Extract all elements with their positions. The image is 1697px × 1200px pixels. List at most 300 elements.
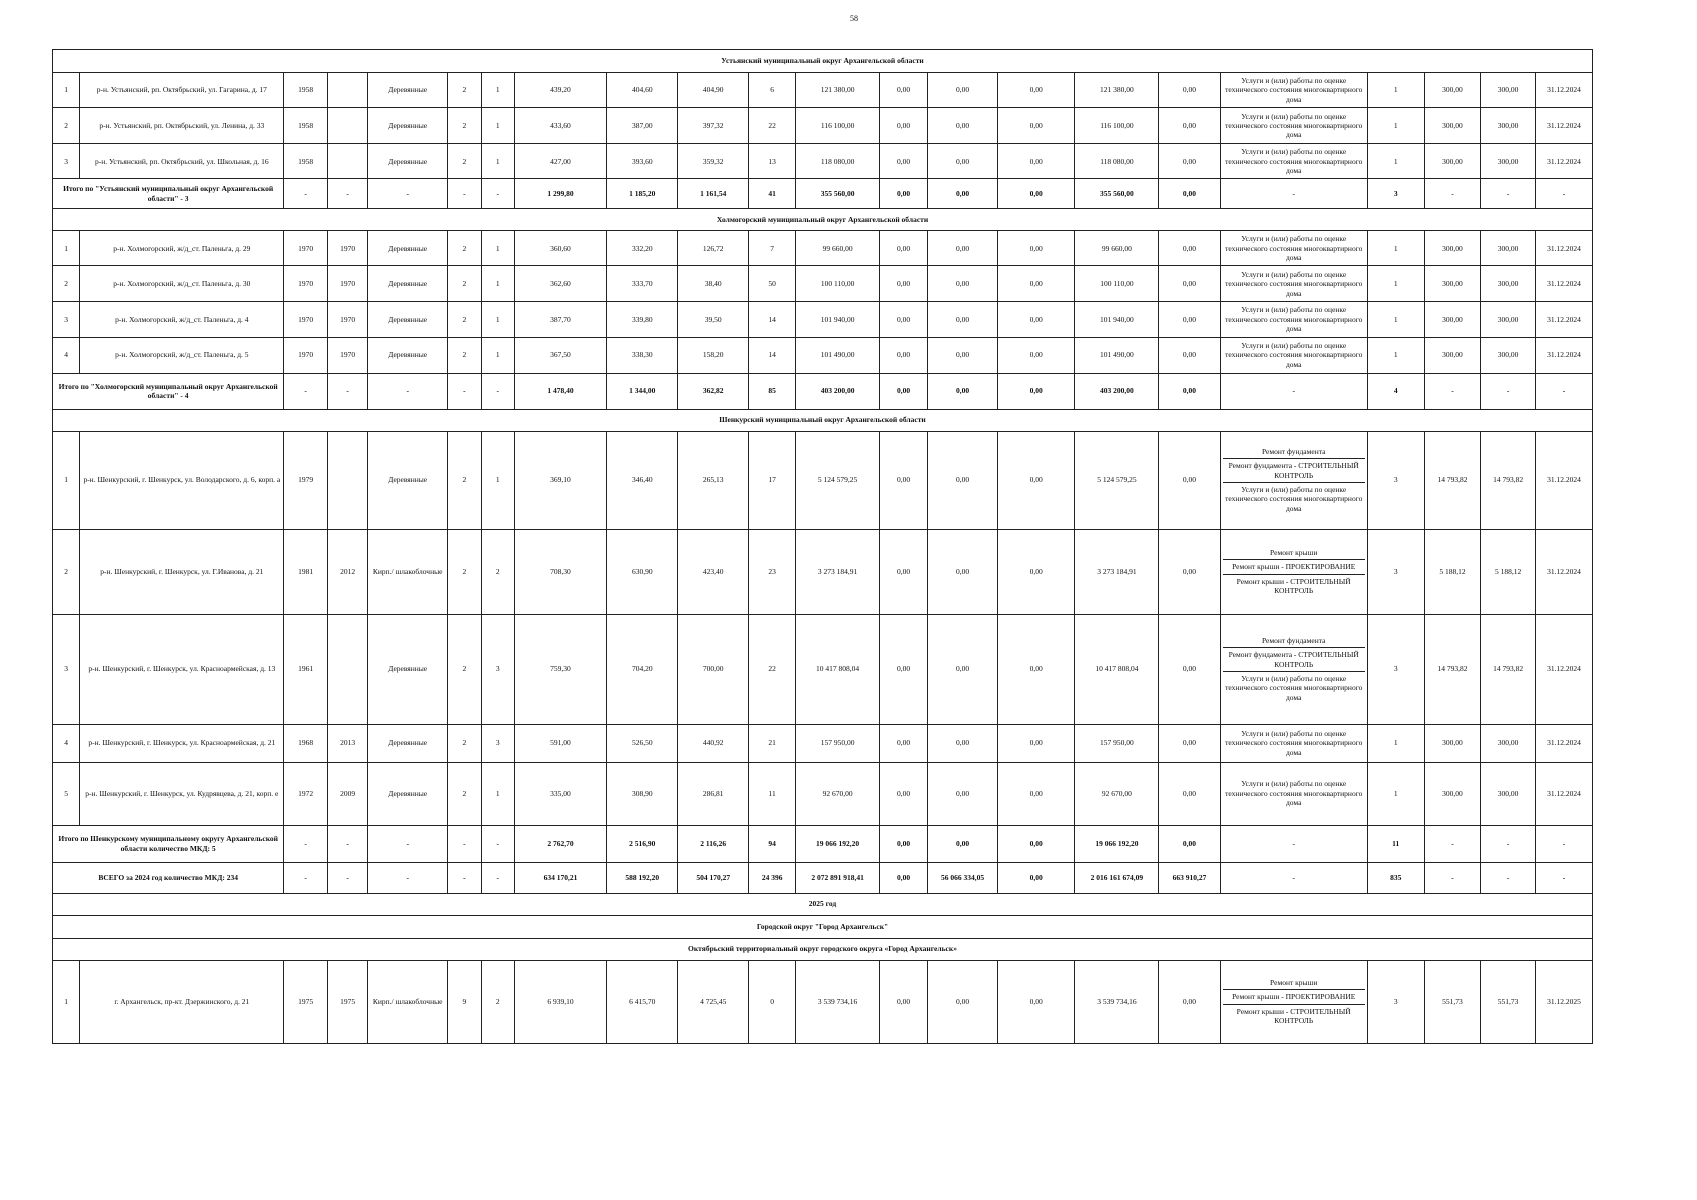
dash: -	[327, 179, 367, 209]
work-type-item: Ремонт фундамента	[1223, 445, 1365, 459]
unit-cost-limit: 300,00	[1481, 337, 1536, 373]
completion-date: 31.12.2024	[1535, 144, 1592, 179]
floors-count: 2	[448, 614, 482, 724]
fund-regional: 0,00	[928, 614, 998, 724]
works-count-sum: 4	[1367, 373, 1424, 409]
dash: -	[448, 179, 482, 209]
row-number: 3	[53, 302, 80, 337]
completion-date: 31.12.2024	[1535, 724, 1592, 762]
table-row	[53, 144, 1593, 179]
fund-local: 0,00	[997, 431, 1074, 529]
work-type-item: Ремонт фундамента - СТРОИТЕЛЬНЫЙ КОНТРОЛЬ	[1223, 459, 1365, 483]
repair-cost-total: 3 539 734,16	[796, 960, 880, 1043]
fund-federal: 0,00	[880, 266, 928, 302]
fund-local: 0,00	[997, 144, 1074, 179]
fund-owners: 3 273 184,91	[1075, 529, 1159, 614]
year-renovated: 1970	[327, 231, 367, 266]
building-address: р-н. Шенкурский, г. Шенкурск, ул. Володарского, д. 6, корп. а	[80, 431, 284, 529]
total-area-sum: 1 478,40	[514, 373, 607, 409]
fund-regional-sum: 56 066 334,05	[928, 862, 998, 893]
table-row	[53, 302, 1593, 337]
fund-other-sum: 0,00	[1159, 825, 1220, 862]
total-area: 591,00	[514, 724, 607, 762]
works-count-sum: 11	[1367, 825, 1424, 862]
row-number: 4	[53, 337, 80, 373]
building-address: г. Архангельск, пр-кт. Дзержинского, д. 21	[80, 960, 284, 1043]
total-area: 367,50	[514, 337, 607, 373]
year-renovated	[327, 108, 367, 144]
table-row	[53, 337, 1593, 373]
table-row	[53, 762, 1593, 825]
total-area: 439,20	[514, 73, 607, 108]
premises-area-sum: 1 185,20	[607, 179, 678, 209]
row-number: 3	[53, 614, 80, 724]
premises-area: 387,00	[607, 108, 678, 144]
residential-area: 397,32	[678, 108, 749, 144]
premises-area: 308,90	[607, 762, 678, 825]
year-renovated: 2012	[327, 529, 367, 614]
dash: -	[448, 825, 482, 862]
building-address: р-н. Холмогорский, ж/д_ст. Паленьга, д. 29	[80, 231, 284, 266]
works-count: 3	[1367, 614, 1424, 724]
unit-cost-limit: 14 793,82	[1481, 614, 1536, 724]
floors-count: 2	[448, 529, 482, 614]
fund-local: 0,00	[997, 614, 1074, 724]
fund-regional: 0,00	[928, 108, 998, 144]
fund-local-sum: 0,00	[997, 825, 1074, 862]
entrances-count: 2	[481, 960, 514, 1043]
premises-area-sum: 588 192,20	[607, 862, 678, 893]
works-count: 1	[1367, 144, 1424, 179]
fund-regional: 0,00	[928, 529, 998, 614]
dash: -	[1220, 179, 1367, 209]
fund-other-sum: 663 910,27	[1159, 862, 1220, 893]
fund-regional: 0,00	[928, 73, 998, 108]
dash: -	[284, 862, 328, 893]
work-type-item: Ремонт фундамента - СТРОИТЕЛЬНЫЙ КОНТРОЛЬ	[1223, 648, 1365, 672]
fund-federal: 0,00	[880, 73, 928, 108]
row-number: 2	[53, 108, 80, 144]
fund-other-sum: 0,00	[1159, 179, 1220, 209]
premises-area: 704,20	[607, 614, 678, 724]
year-built: 1958	[284, 144, 328, 179]
residents-count: 6	[749, 73, 796, 108]
unit-cost-limit: 14 793,82	[1481, 431, 1536, 529]
row-number: 1	[53, 960, 80, 1043]
fund-federal: 0,00	[880, 529, 928, 614]
work-types-cell	[1220, 108, 1367, 144]
table-row	[53, 266, 1593, 302]
work-type-item: Услуги и (или) работы по оценке технического состояния многоквартирного дома	[1225, 728, 1363, 757]
dash: -	[1424, 373, 1481, 409]
unit-cost-limit: 551,73	[1481, 960, 1536, 1043]
completion-date: 31.12.2024	[1535, 266, 1592, 302]
table-row	[53, 73, 1593, 108]
unit-cost: 300,00	[1424, 108, 1481, 144]
fund-owners: 3 539 734,16	[1075, 960, 1159, 1043]
housing-register-table	[52, 49, 1593, 1044]
work-type-item: Ремонт фундамента	[1223, 634, 1365, 648]
floors-count: 2	[448, 108, 482, 144]
total-area: 360,60	[514, 231, 607, 266]
total-area: 387,70	[514, 302, 607, 337]
fund-owners-sum: 2 016 161 674,09	[1075, 862, 1159, 893]
dash: -	[284, 373, 328, 409]
dash: -	[284, 825, 328, 862]
building-address: р-н. Шенкурский, г. Шенкурск, ул. Г.Иванова, д. 21	[80, 529, 284, 614]
fund-local: 0,00	[997, 529, 1074, 614]
dash: -	[1535, 825, 1592, 862]
residential-area-sum: 1 161,54	[678, 179, 749, 209]
works-count: 3	[1367, 960, 1424, 1043]
row-number: 2	[53, 529, 80, 614]
residential-area: 423,40	[678, 529, 749, 614]
year-built: 1972	[284, 762, 328, 825]
residents-count: 21	[749, 724, 796, 762]
floors-count: 9	[448, 960, 482, 1043]
fund-local: 0,00	[997, 762, 1074, 825]
dash: -	[327, 825, 367, 862]
fund-owners: 10 417 808,04	[1075, 614, 1159, 724]
residential-area: 440,92	[678, 724, 749, 762]
fund-federal: 0,00	[880, 614, 928, 724]
total-label: Итого по "Устьянский муниципальный округ Архангельской области" - 3	[53, 179, 284, 209]
year-renovated: 2009	[327, 762, 367, 825]
work-type-item: Услуги и (или) работы по оценке технического состояния многоквартирного дома	[1225, 269, 1363, 298]
premises-area: 346,40	[607, 431, 678, 529]
works-count: 1	[1367, 302, 1424, 337]
residential-area: 39,50	[678, 302, 749, 337]
work-type-item: Ремонт крыши - СТРОИТЕЛЬНЫЙ КОНТРОЛЬ	[1236, 576, 1351, 595]
premises-area-sum: 1 344,00	[607, 373, 678, 409]
work-types-cell	[1220, 144, 1367, 179]
repair-cost-total: 118 080,00	[796, 144, 880, 179]
fund-owners: 101 490,00	[1075, 337, 1159, 373]
repair-cost-total: 116 100,00	[796, 108, 880, 144]
territorial-district-title: Октябрьский территориальный округ городского округа «Город Архангельск»	[53, 938, 1593, 960]
total-label: ВСЕГО за 2024 год количество МКД: 234	[53, 862, 284, 893]
fund-federal-sum: 0,00	[880, 373, 928, 409]
total-label: Итого по "Холмогорский муниципальный округ Архангельской области" - 4	[53, 373, 284, 409]
wall-material: Кирп./ шлакоблочные	[368, 960, 448, 1043]
fund-local-sum: 0,00	[997, 373, 1074, 409]
fund-local: 0,00	[997, 724, 1074, 762]
residents-count: 23	[749, 529, 796, 614]
works-count: 1	[1367, 337, 1424, 373]
year-built: 1958	[284, 108, 328, 144]
entrances-count: 1	[481, 302, 514, 337]
fund-regional: 0,00	[928, 960, 998, 1043]
fund-regional: 0,00	[928, 337, 998, 373]
unit-cost: 300,00	[1424, 724, 1481, 762]
fund-regional: 0,00	[928, 144, 998, 179]
year-renovated	[327, 144, 367, 179]
completion-date: 31.12.2024	[1535, 529, 1592, 614]
wall-material: Деревянные	[368, 144, 448, 179]
wall-material: Деревянные	[368, 302, 448, 337]
total-area: 362,60	[514, 266, 607, 302]
year-built: 1961	[284, 614, 328, 724]
dash: -	[481, 373, 514, 409]
row-number: 4	[53, 724, 80, 762]
residents-count: 50	[749, 266, 796, 302]
year-built: 1970	[284, 231, 328, 266]
repair-cost-total: 92 670,00	[796, 762, 880, 825]
work-types-cell	[1220, 529, 1367, 614]
row-number: 1	[53, 73, 80, 108]
fund-owners-sum: 403 200,00	[1075, 373, 1159, 409]
fund-owners-sum: 19 066 192,20	[1075, 825, 1159, 862]
table-row	[53, 614, 1593, 724]
fund-owners: 99 660,00	[1075, 231, 1159, 266]
fund-regional: 0,00	[928, 302, 998, 337]
fund-regional-sum: 0,00	[928, 373, 998, 409]
residential-area: 700,00	[678, 614, 749, 724]
fund-regional: 0,00	[928, 231, 998, 266]
fund-federal: 0,00	[880, 231, 928, 266]
dash: -	[1481, 373, 1536, 409]
fund-owners: 118 080,00	[1075, 144, 1159, 179]
repair-cost-sum: 2 072 891 918,41	[796, 862, 880, 893]
completion-date: 31.12.2024	[1535, 231, 1592, 266]
floors-count: 2	[448, 231, 482, 266]
residents-count: 17	[749, 431, 796, 529]
page-number: 58	[850, 14, 858, 23]
fund-federal-sum: 0,00	[880, 862, 928, 893]
dash: -	[1481, 862, 1536, 893]
unit-cost-limit: 300,00	[1481, 762, 1536, 825]
work-type-item: Услуги и (или) работы по оценке технического состояния многоквартирного дома	[1225, 485, 1363, 513]
residents-count: 14	[749, 302, 796, 337]
dash: -	[448, 862, 482, 893]
work-type-item: Услуги и (или) работы по оценке технического состояния многоквартирного дома	[1225, 674, 1363, 702]
floors-count: 2	[448, 337, 482, 373]
residents-count: 14	[749, 337, 796, 373]
repair-cost-total: 10 417 808,04	[796, 614, 880, 724]
floors-count: 2	[448, 73, 482, 108]
table-row	[53, 724, 1593, 762]
year-renovated: 1970	[327, 302, 367, 337]
dash: -	[1220, 825, 1367, 862]
work-type-item: Ремонт крыши - ПРОЕКТИРОВАНИЕ	[1223, 990, 1365, 1004]
entrances-count: 3	[481, 724, 514, 762]
unit-cost: 14 793,82	[1424, 614, 1481, 724]
residential-area: 158,20	[678, 337, 749, 373]
unit-cost: 300,00	[1424, 302, 1481, 337]
completion-date: 31.12.2024	[1535, 614, 1592, 724]
fund-federal: 0,00	[880, 337, 928, 373]
entrances-count: 1	[481, 266, 514, 302]
work-type-item: Услуги и (или) работы по оценке технического состояния многоквартирного дома	[1225, 340, 1363, 369]
fund-federal-sum: 0,00	[880, 179, 928, 209]
work-type-item: Услуги и (или) работы по оценке технического состояния многоквартирного дома	[1225, 305, 1363, 334]
residents-count: 22	[749, 108, 796, 144]
work-types-cell	[1220, 73, 1367, 108]
fund-other: 0,00	[1159, 762, 1220, 825]
fund-other: 0,00	[1159, 302, 1220, 337]
building-address: р-н. Устьянский, рп. Октябрьский, ул. Школьная, д. 16	[80, 144, 284, 179]
residential-area-sum: 362,82	[678, 373, 749, 409]
year-renovated	[327, 431, 367, 529]
wall-material: Деревянные	[368, 431, 448, 529]
work-type-item: Услуги и (или) работы по оценке технического состояния многоквартирного дома	[1225, 76, 1363, 104]
dash: -	[1424, 862, 1481, 893]
residential-area: 265,13	[678, 431, 749, 529]
dash: -	[481, 862, 514, 893]
repair-cost-total: 101 940,00	[796, 302, 880, 337]
dash: -	[327, 373, 367, 409]
residential-area: 38,40	[678, 266, 749, 302]
total-area-sum: 634 170,21	[514, 862, 607, 893]
residents-count: 22	[749, 614, 796, 724]
work-types-cell	[1220, 614, 1367, 724]
works-count: 1	[1367, 266, 1424, 302]
residents-count: 7	[749, 231, 796, 266]
premises-area: 339,80	[607, 302, 678, 337]
work-types-cell	[1220, 431, 1367, 529]
floors-count: 2	[448, 724, 482, 762]
works-count: 1	[1367, 108, 1424, 144]
residential-area-sum: 2 116,26	[678, 825, 749, 862]
repair-cost-sum: 355 560,00	[796, 179, 880, 209]
fund-other: 0,00	[1159, 724, 1220, 762]
fund-regional-sum: 0,00	[928, 825, 998, 862]
fund-local: 0,00	[997, 73, 1074, 108]
total-area: 369,10	[514, 431, 607, 529]
table-row	[53, 529, 1593, 614]
total-area-sum: 2 762,70	[514, 825, 607, 862]
year-built: 1970	[284, 266, 328, 302]
residents-count: 11	[749, 762, 796, 825]
work-types-cell	[1220, 960, 1367, 1043]
fund-other: 0,00	[1159, 231, 1220, 266]
year-built: 1958	[284, 73, 328, 108]
building-address: р-н. Шенкурский, г. Шенкурск, ул. Кудрявцева, д. 21, корп. е	[80, 762, 284, 825]
fund-other: 0,00	[1159, 108, 1220, 144]
floors-count: 2	[448, 431, 482, 529]
wall-material: Деревянные	[368, 762, 448, 825]
residential-area: 359,32	[678, 144, 749, 179]
work-types-cell	[1220, 266, 1367, 302]
repair-cost-total: 101 490,00	[796, 337, 880, 373]
fund-regional: 0,00	[928, 762, 998, 825]
building-address: р-н. Холмогорский, ж/д_ст. Паленьга, д. 30	[80, 266, 284, 302]
total-area: 708,30	[514, 529, 607, 614]
works-count: 3	[1367, 431, 1424, 529]
section-header-row	[53, 915, 1593, 938]
row-number: 5	[53, 762, 80, 825]
dash: -	[327, 862, 367, 893]
total-area: 433,60	[514, 108, 607, 144]
row-number: 2	[53, 266, 80, 302]
wall-material: Кирп./ шлакоблочные	[368, 529, 448, 614]
grand-total-row	[53, 862, 1593, 893]
fund-other: 0,00	[1159, 529, 1220, 614]
completion-date: 31.12.2024	[1535, 762, 1592, 825]
entrances-count: 1	[481, 431, 514, 529]
residents-sum: 94	[749, 825, 796, 862]
premises-area-sum: 2 516,90	[607, 825, 678, 862]
fund-owners: 116 100,00	[1075, 108, 1159, 144]
premises-area: 332,20	[607, 231, 678, 266]
total-area-sum: 1 299,80	[514, 179, 607, 209]
premises-area: 526,50	[607, 724, 678, 762]
section-header-row	[53, 50, 1593, 73]
unit-cost: 300,00	[1424, 144, 1481, 179]
fund-local: 0,00	[997, 960, 1074, 1043]
wall-material: Деревянные	[368, 108, 448, 144]
fund-federal-sum: 0,00	[880, 825, 928, 862]
dash: -	[368, 825, 448, 862]
unit-cost: 300,00	[1424, 337, 1481, 373]
section-header-row	[53, 409, 1593, 431]
repair-cost-total: 100 110,00	[796, 266, 880, 302]
building-address: р-н. Устьянский, рп. Октябрьский, ул. Гагарина, д. 17	[80, 73, 284, 108]
entrances-count: 1	[481, 144, 514, 179]
premises-area: 333,70	[607, 266, 678, 302]
wall-material: Деревянные	[368, 724, 448, 762]
residents-sum: 85	[749, 373, 796, 409]
year-renovated: 1975	[327, 960, 367, 1043]
work-type-item: Ремонт крыши - ПРОЕКТИРОВАНИЕ	[1223, 560, 1365, 574]
building-address: р-н. Холмогорский, ж/д_ст. Паленьга, д. 5	[80, 337, 284, 373]
district-title: Холмогорский муниципальный округ Архангельской области	[53, 209, 1593, 231]
year-built: 1979	[284, 431, 328, 529]
entrances-count: 1	[481, 337, 514, 373]
fund-regional: 0,00	[928, 266, 998, 302]
building-address: р-н. Холмогорский, ж/д_ст. Паленьга, д. 4	[80, 302, 284, 337]
unit-cost-limit: 300,00	[1481, 73, 1536, 108]
district-total-row	[53, 179, 1593, 209]
residents-count: 13	[749, 144, 796, 179]
floors-count: 2	[448, 302, 482, 337]
unit-cost: 300,00	[1424, 266, 1481, 302]
fund-local-sum: 0,00	[997, 862, 1074, 893]
unit-cost: 14 793,82	[1424, 431, 1481, 529]
dash: -	[1220, 862, 1367, 893]
total-area: 759,30	[514, 614, 607, 724]
fund-owners: 100 110,00	[1075, 266, 1159, 302]
residents-count: 0	[749, 960, 796, 1043]
dash: -	[1535, 862, 1592, 893]
dash: -	[1481, 179, 1536, 209]
work-types-cell	[1220, 762, 1367, 825]
building-address: р-н. Шенкурский, г. Шенкурск, ул. Красноармейская, д. 13	[80, 614, 284, 724]
premises-area: 630,90	[607, 529, 678, 614]
fund-local: 0,00	[997, 231, 1074, 266]
fund-local: 0,00	[997, 108, 1074, 144]
works-count-sum: 3	[1367, 179, 1424, 209]
unit-cost-limit: 300,00	[1481, 724, 1536, 762]
year-built: 1975	[284, 960, 328, 1043]
fund-owners: 5 124 579,25	[1075, 431, 1159, 529]
dash: -	[481, 825, 514, 862]
dash: -	[1424, 179, 1481, 209]
floors-count: 2	[448, 144, 482, 179]
fund-other: 0,00	[1159, 431, 1220, 529]
wall-material: Деревянные	[368, 337, 448, 373]
repair-cost-sum: 19 066 192,20	[796, 825, 880, 862]
fund-other-sum: 0,00	[1159, 373, 1220, 409]
works-count: 1	[1367, 762, 1424, 825]
unit-cost: 300,00	[1424, 762, 1481, 825]
completion-date: 31.12.2024	[1535, 431, 1592, 529]
unit-cost: 300,00	[1424, 231, 1481, 266]
work-type-item: Услуги и (или) работы по оценке технического состояния многоквартирного дома	[1225, 234, 1363, 262]
wall-material: Деревянные	[368, 614, 448, 724]
dash: -	[1424, 825, 1481, 862]
unit-cost-limit: 300,00	[1481, 302, 1536, 337]
